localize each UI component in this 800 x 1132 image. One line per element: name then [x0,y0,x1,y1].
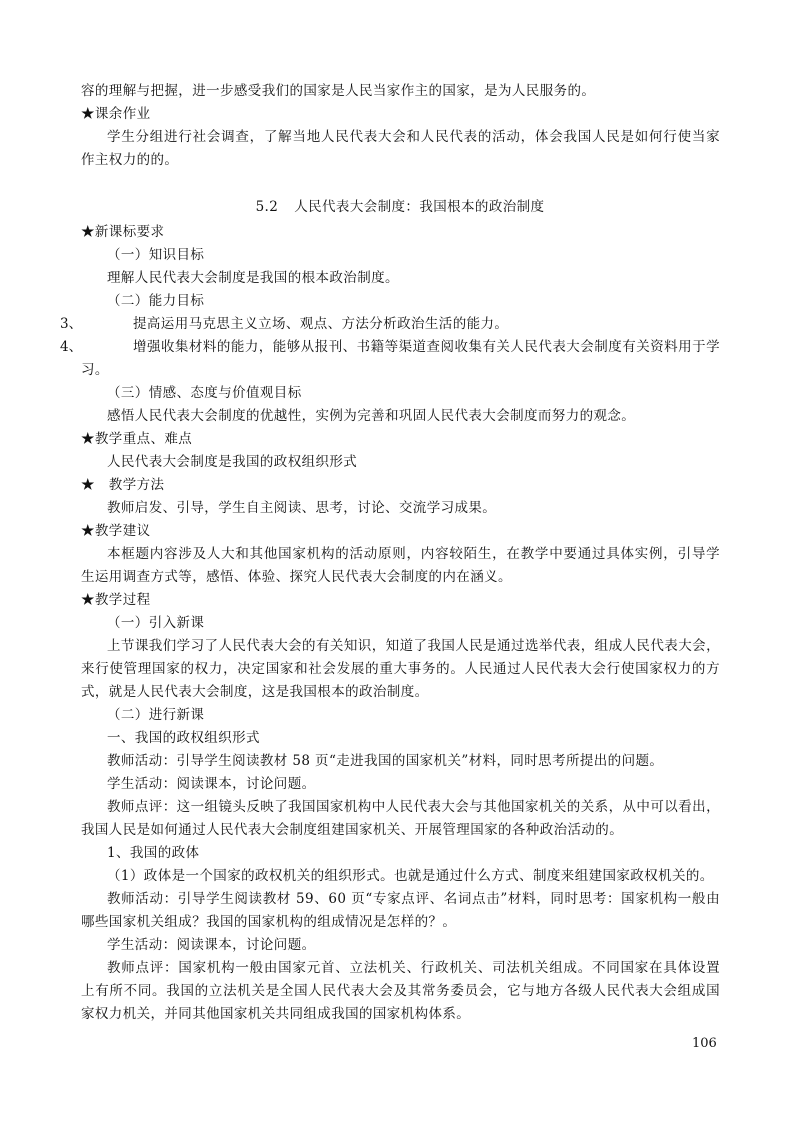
paragraph-line: 学生分组进行社会调查，了解当地人民代表大会和人民代表的活动，体会我国人民是如何行使当家 [107,129,720,145]
list-item: 提高运用马克思主义立场、观点、方法分析政治生活的能力。 [133,316,509,332]
subheading: （一）引入新课 [107,615,205,631]
paragraph-line: 上节课我们学习了人民代表大会的有关知识，知道了我国人民是通过选举代表，组成人民代表大会， [107,638,720,654]
section-number: 5.2 [255,199,279,215]
list-number: 4、 [60,339,83,355]
subheading: （三）情感、态度与价值观目标 [107,385,302,401]
subheading: （一）知识目标 [107,247,205,263]
paragraph-line: 学生活动：阅读课本，讨论问题。 [107,937,316,953]
paragraph-line: 本框题内容涉及人大和其他国家机构的活动原则，内容较陌生，在教学中要通过具体实例，引导学 [107,546,720,562]
section-title [0,197,800,217]
paragraph-line: 感悟人民代表大会制度的优越性，实例为完善和巩固人民代表大会制度而努力的观念。 [107,408,636,424]
paragraph-line: 哪些国家机关组成？我国的国家机构的组成情况是怎样的？。 [81,914,457,930]
paragraph-line: 教师点评：这一组镜头反映了我国国家机构中人民代表大会与其他国家机关的关系，从中可以看出， [107,799,720,815]
paragraph-line: 作主权力的的。 [81,152,179,168]
paragraph-line: 教师活动：引导学生阅读教材 59、60 页“专家点评、名词点击”材料，同时思考：国家机构一般由 [107,891,720,907]
section-heading: ★ 教学方法 [81,477,165,493]
list-number: 3、 [60,316,83,332]
paragraph-line: 容的理解与把握，进一步感受我们的国家是人民当家作主的国家，是为人民服务的。 [81,83,596,99]
subheading: （二）进行新课 [107,707,205,723]
paragraph-line: 习。 [81,362,109,378]
paragraph-line: 我国人民是如何通过人民代表大会制度组建国家机关、开展管理国家的各种政治活动的。 [81,822,624,838]
subheading: 1、我国的政体 [107,845,200,861]
list-item: 增强收集材料的能力，能够从报刊、书籍等渠道查阅收集有关人民代表大会制度有关资料用于学 [133,339,720,355]
subheading: 一、我国的政权组织形式 [107,730,260,746]
paragraph-line: 式，就是人民代表大会制度，这是我国根本的政治制度。 [81,684,429,700]
paragraph-line: 教师点评：国家机构一般由国家元首、立法机关、行政机关、司法机关组成。不同国家在具体设置 [107,960,720,976]
section-heading: ★课余作业 [81,106,151,122]
paragraph-line: 上有所不同。我国的立法机关是全国人民代表大会及其常务委员会，它与地方各级人民代表大会组成国 [81,983,720,999]
paragraph-line: 教师活动：引导学生阅读教材 58 页“走进我国的国家机关”材料，同时思考所提出的问题。 [107,753,664,769]
section-heading: ★新课标要求 [81,224,165,240]
section-heading: ★教学重点、难点 [81,431,193,447]
subheading: （二）能力目标 [107,293,205,309]
page-number: 106 [692,1036,717,1051]
paragraph-line: 生运用调查方式等，感悟、体验、探究人民代表大会制度的内在涵义。 [81,569,512,585]
paragraph-line: 理解人民代表大会制度是我国的根本政治制度。 [107,270,399,286]
paragraph-line: 家权力机关，并同其他国家机关共同组成我国的国家机构体系。 [81,1006,471,1022]
section-heading: ★教学过程 [81,592,151,608]
paragraph-line: 教师启发、引导，学生自主阅读、思考，讨论、交流学习成果。 [107,500,497,516]
paragraph-line: 学生活动：阅读课本，讨论问题。 [107,776,316,792]
section-heading: ★教学建议 [81,523,151,539]
paragraph-line: （1）政体是一个国家的政权机关的组织形式。也就是通过什么方式、制度来组建国家政权机关的。 [107,868,714,884]
paragraph-line: 来行使管理国家的权力，决定国家和社会发展的重大事务的。人民通过人民代表大会行使国家权力的方 [81,661,720,677]
paragraph-line: 人民代表大会制度是我国的政权组织形式 [107,454,358,470]
section-title-text: 人民代表大会制度：我国根本的政治制度 [294,199,545,215]
